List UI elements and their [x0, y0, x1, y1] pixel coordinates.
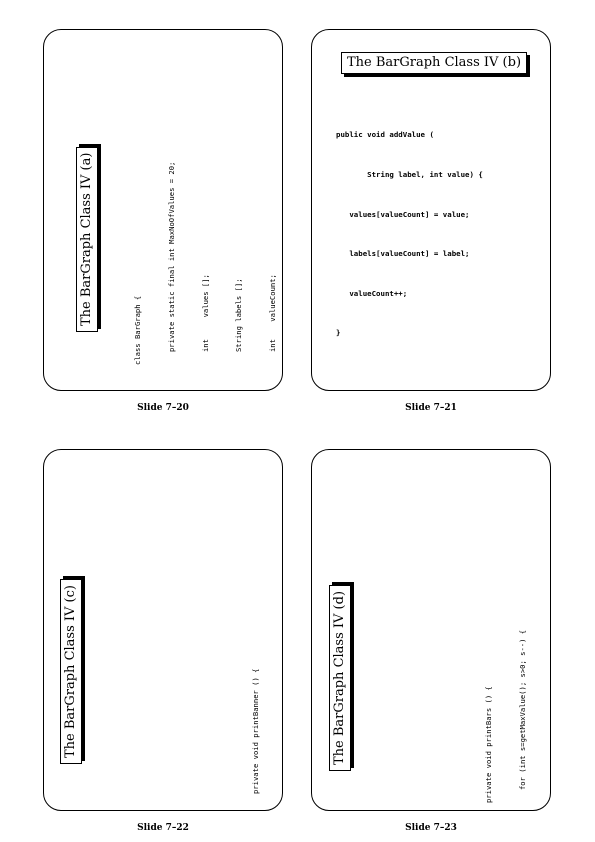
code-line: private void printBanner () {: [250, 668, 260, 794]
code-line: [336, 366, 501, 379]
code-line: [550, 582, 551, 803]
slide-7-22: [43, 449, 283, 811]
slide-caption: Slide 7–22: [137, 823, 189, 833]
code-line: for (int s=getMaxValue(); s>0; s--) {: [517, 629, 527, 803]
slide-7-23: [311, 449, 551, 811]
slide-7-21: [311, 29, 551, 391]
slide-caption: Slide 7–23: [405, 823, 457, 833]
code-line: [115, 560, 126, 794]
code-line: String labels [];: [234, 278, 244, 365]
slide-7-20: [43, 29, 283, 391]
code-line: [416, 582, 427, 803]
code-line: values[valueCount] = value;: [336, 209, 470, 219]
slide-caption: Slide 7–20: [137, 403, 189, 413]
code-line: private void printBars () {: [484, 686, 494, 803]
code-line: public void addValue (: [336, 130, 434, 140]
slide-title: The BarGraph Class IV (c): [60, 579, 82, 764]
code-line: labels[valueCount] = label;: [336, 249, 470, 259]
code-line: [450, 582, 461, 803]
slide-title: The BarGraph Class IV (a): [76, 147, 98, 332]
code-line: [382, 582, 393, 803]
code-line: int values [];: [200, 274, 210, 365]
slide-content: [44, 450, 283, 811]
code-line: int valueCount;: [267, 274, 277, 365]
code-line: [149, 560, 160, 794]
code-block: [336, 102, 501, 391]
code-line: valueCount++;: [336, 288, 408, 298]
code-line: class BarGraph {: [133, 295, 143, 365]
slide-content: [44, 30, 283, 391]
code-line: [216, 560, 227, 794]
code-line: private static final int MaxNoOfValues = 20;: [167, 161, 176, 365]
code-block: [93, 560, 283, 794]
slide-title: The BarGraph Class IV (b): [341, 52, 527, 74]
slide-title: The BarGraph Class IV (d): [329, 585, 351, 771]
slide-content: [312, 450, 551, 811]
code-block: [360, 582, 551, 803]
slide-caption: Slide 7–21: [405, 403, 457, 413]
code-line: }: [336, 328, 341, 338]
code-block: [110, 162, 283, 365]
code-line: [183, 560, 194, 794]
code-line: String label, int value) {: [336, 170, 483, 179]
